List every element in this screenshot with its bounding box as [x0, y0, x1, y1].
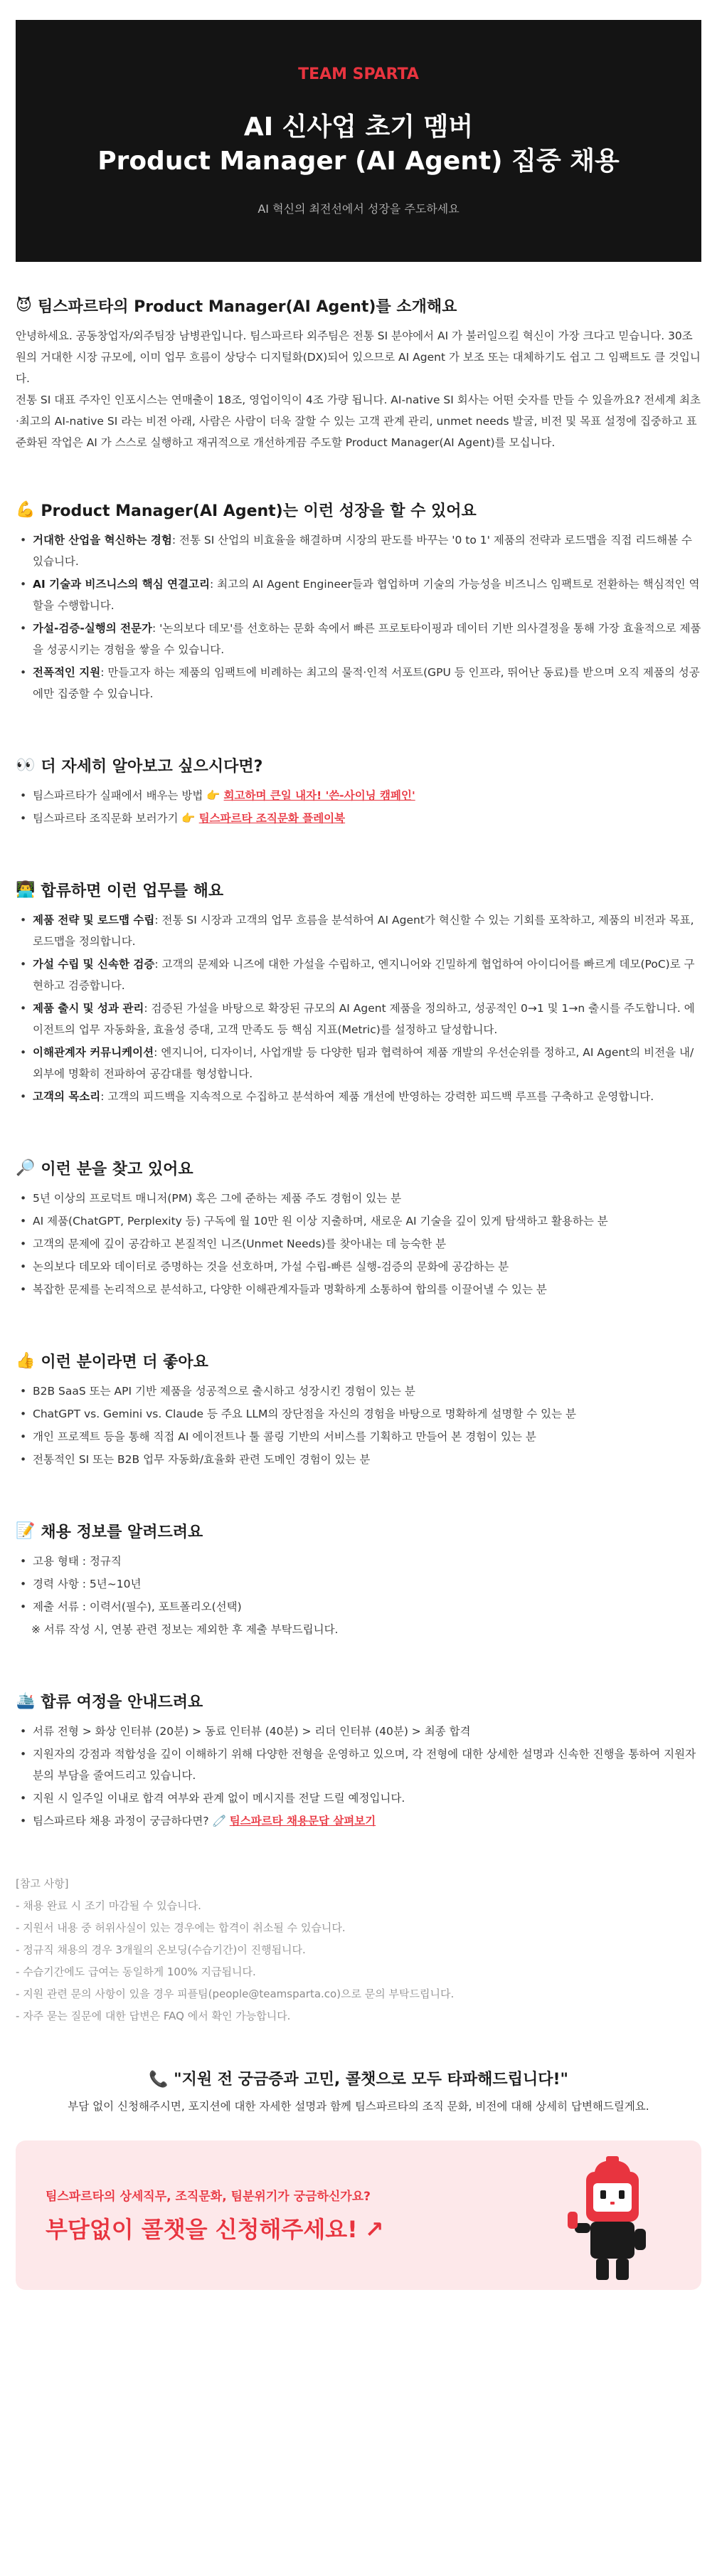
list-item: • 고객의 문제에 깊이 공감하고 본질적인 니즈(Unmet Needs)를 찾아내는 데 능숙한 분 — [16, 1233, 701, 1255]
callchat-banner[interactable] — [16, 2140, 701, 2290]
list-item: • 개인 프로젝트 등을 통해 직접 AI 에이전트나 툴 콜링 기반의 서비스를 기획하고 만들어 본 경험이 있는 분 — [16, 1426, 701, 1447]
phone-icon: 📞 — [149, 2071, 169, 2089]
list-item: • B2B SaaS 또는 API 기반 제품을 성공적으로 출시하고 성장시킨 경험이 있는 분 — [16, 1381, 701, 1402]
process-list — [16, 1721, 701, 1742]
growth-list — [16, 529, 701, 704]
note-item: - 지원 관련 문의 사항이 있을 경우 피플팀(people@teamsparta.co)으로 문의 부탁드립니다. — [16, 1988, 455, 2000]
looking-list — [16, 1188, 701, 1300]
note-item: - 정규직 채용의 경우 3개월의 온보딩(수습기간)이 진행됩니다. — [16, 1943, 306, 1956]
looking-section — [16, 1157, 701, 1300]
hero-title-line1: AI 신사업 초기 멤버 — [243, 112, 474, 142]
hero-banner — [16, 20, 701, 262]
note-item: - 수습기간에도 급여는 동일하게 100% 지급됩니다. — [16, 1965, 256, 1978]
preferred-list — [16, 1381, 701, 1470]
preferred-section — [16, 1350, 701, 1470]
info-section — [16, 1520, 701, 1640]
notes-section — [16, 1873, 701, 2027]
hero-title-line2: Product Manager (AI Agent) 집중 채용 — [97, 147, 620, 176]
culture-playbook-link[interactable]: 팀스파르타 조직문화 플레이북 — [198, 812, 346, 825]
banner-cta[interactable]: 부담없이 콜챗을 신청해주세요! ↗ — [46, 2216, 384, 2243]
cta-subtitle: 부담 없이 신청해주시면, 포지션에 대한 자세한 설명과 함께 팀스파르타의 조직 문화, 비전에 대해 상세히 답변해드릴게요. — [68, 2100, 649, 2113]
info-heading: 📝 채용 정보를 알려드려요 — [16, 1522, 203, 1541]
developer-icon: 👨‍💻 — [16, 881, 36, 899]
magnifier-icon: 🔎 — [16, 1159, 36, 1177]
intro-heading: 😈 팀스파르타의 Product Manager(AI Agent)를 소개해요 — [16, 297, 457, 316]
list-item: • AI 기술과 비즈니스의 핵심 연결고리: 최고의 AI Agent Engineer들과 협업하며 기술의 가능성을 비즈니스 임팩트로 전환하는 핵심적인 역할을 수행합니다. — [16, 574, 701, 616]
looking-heading: 🔎 이런 분을 찾고 있어요 — [16, 1159, 193, 1178]
more-section — [16, 754, 701, 829]
list-item: • AI 제품(ChatGPT, Perplexity 등) 구독에 월 10만 원 이상 지출하며, 새로운 AI 기술을 깊이 있게 탐색하고 활용하는 분 — [16, 1210, 701, 1232]
ship-icon: 🛳️ — [16, 1692, 36, 1710]
note-item: - 채용 완료 시 조기 마감될 수 있습니다. — [16, 1899, 201, 1912]
more-list — [16, 785, 701, 829]
list-item: • 제품 출시 및 성과 관리: 검증된 가설을 바탕으로 확장된 규모의 AI Agent 제품을 정의하고, 성공적인 0→1 및 1→n 출시를 주도합니다. 에이전트의 업무 자동화율, 효율성 증대, 고객 만족도 등 핵심 지표(Metric)를 설정하고 달성합니다. — [16, 998, 701, 1040]
thumbs-up-icon: 👍 — [16, 1352, 36, 1370]
process-flow: • 서류 전형 > 화상 인터뷰 (20분) > 동료 인터뷰 (40분) > 리더 인터뷰 (40분) > 최종 합격 — [16, 1721, 701, 1742]
list-item: • 제출 서류 : 이력서(필수), 포트폴리오(선택) — [16, 1596, 701, 1617]
list-item: • 5년 이상의 프로덕트 매니저(PM) 혹은 그에 준하는 제품 주도 경험이 있는 분 — [16, 1188, 701, 1209]
hero-subtitle: AI 혁신의 최전선에서 성장을 주도하세요 — [257, 202, 460, 216]
list-item: • 전통적인 SI 또는 B2B 업무 자동화/효율화 관련 도메인 경험이 있는 분 — [16, 1449, 701, 1470]
memo-icon: 📝 — [16, 1522, 36, 1540]
intro-paragraph-1: 안녕하세요. 공동창업자/외주팀장 남병관입니다. 팀스파르타 외주팀은 전통 SI 분야에서 AI 가 불러일으킬 혁신이 가장 크다고 믿습니다. 30조 원의 거대한 시장 규모에, 이미 업무 흐름이 상당수 디지털화(DX)되어 있으므로 AI Agent 가 보조 또는 대체하기도 쉽고 그 임팩트도 클 것입니다. — [16, 329, 701, 385]
list-item: • 가설 수립 및 신속한 검증: 고객의 문제와 니즈에 대한 가설을 수립하고, 엔지니어와 긴밀하게 협업하여 아이디어를 빠르게 데모(PoC)로 구현하고 검증합니다. — [16, 954, 701, 996]
info-note: ※ 서류 작성 시, 연봉 관련 정보는 제외한 후 제출 부탁드립니다. — [31, 1623, 339, 1636]
intro-section — [16, 295, 701, 453]
info-list — [16, 1551, 701, 1617]
duties-section — [16, 879, 701, 1107]
spartan-mascot-icon — [559, 2155, 666, 2290]
growth-heading: 💪 Product Manager(AI Agent)는 이런 성장을 할 수 있어요 — [16, 501, 477, 520]
flexed-arm-icon: 💪 — [16, 501, 36, 519]
list-item: • 전폭적인 지원: 만들고자 하는 제품의 임팩트에 비례하는 최고의 물적·인적 서포트(GPU 등 인프라, 뛰어난 동료)를 받으며 오직 제품의 성공에만 집중할 수 있습니다. — [16, 662, 701, 704]
process-heading: 🛳️ 합류 여정을 안내드려요 — [16, 1692, 203, 1711]
list-item: • 이해관계자 커뮤니케이션: 엔지니어, 디자이너, 사업개발 등 다양한 팀과 협력하여 제품 개발의 우선순위를 정하고, AI Agent의 비전을 내/외부에 명확히 전파하여 공감대를 형성합니다. — [16, 1042, 701, 1084]
intro-paragraph-2: 전통 SI 대표 주자인 인포시스는 연매출이 18조, 영업이익이 4조 가량 됩니다. AI-native SI 회사는 어떤 숫자를 만들 수 있을까요? 전세계 최초·최고의 AI-native SI 라는 비전 아래, 사람은 사람이 더욱 잘할 수 있는 고객 관계 관리, unmet needs 발굴, 비전 및 목표 설정에 집중하고 표준화된 작업은 AI 가 스스로 실행하고 재귀적으로 개선하게끔 주도할 Product Manager(AI Agent)를 모십니다. — [16, 394, 701, 449]
list-item: • 지원자의 강점과 적합성을 깊이 이해하기 위해 다양한 전형을 운영하고 있으며, 각 전형에 대한 상세한 설명과 신속한 진행을 통하여 지원자분의 부담을 줄여드리고 있습니다. — [16, 1743, 701, 1786]
arrow-up-right-icon: ↗ — [364, 2216, 384, 2243]
list-item: • 복잡한 문제를 논리적으로 분석하고, 다양한 이해관계자들과 명확하게 소통하여 합의를 이끌어낼 수 있는 분 — [16, 1279, 701, 1300]
cta-title: 📞 "지원 전 궁금증과 고민, 콜챗으로 모두 타파해드립니다!" — [149, 2071, 568, 2089]
list-item: • 거대한 산업을 혁신하는 경험: 전통 SI 산업의 비효율을 해결하며 시장의 판도를 바꾸는 '0 to 1' 제품의 전략과 로드맵을 직접 리드해볼 수 있습니다. — [16, 529, 701, 572]
brand-logo: TEAM SPARTA — [298, 65, 419, 83]
process-sublist — [16, 1743, 701, 1809]
process-section — [16, 1690, 701, 1832]
devil-icon: 😈 — [16, 297, 32, 315]
eyes-icon: 👀 — [16, 756, 36, 774]
list-item: • 팀스파르타 채용 과정이 궁금하다면? 🧷 팀스파르타 채용문답 살펴보기 — [16, 1810, 701, 1832]
list-item: • 가설-검증-실행의 전문가: '논의보다 데모'를 선호하는 문화 속에서 빠른 프로토타이핑과 데이터 기반 의사결정을 통해 가장 효율적으로 제품을 성공시키는 경험을 쌓을 수 있습니다. — [16, 618, 701, 660]
notes-title: [참고 사항] — [16, 1877, 69, 1890]
hiring-faq-link[interactable]: 팀스파르타 채용문답 살펴보기 — [229, 1815, 376, 1827]
note-item: - 자주 묻는 질문에 대한 답변은 FAQ 에서 확인 가능합니다. — [16, 2010, 291, 2022]
growth-section — [16, 499, 701, 704]
note-item: - 지원서 내용 중 허위사실이 있는 경우에는 합격이 취소될 수 있습니다. — [16, 1921, 346, 1934]
list-item: • 팀스파르타 조직문화 보러가기 👉 팀스파르타 조직문화 플레이북 — [16, 808, 701, 829]
preferred-heading: 👍 이런 분이라면 더 좋아요 — [16, 1352, 208, 1371]
list-item: • 팀스파르타가 실패에서 배우는 방법 👉 회고하며 큰일 내자! '쓴-사이닝 캠페인' — [16, 785, 701, 806]
more-heading: 👀 더 자세히 알아보고 싶으시다면? — [16, 756, 263, 776]
list-item: • 제품 전략 및 로드맵 수립: 전통 SI 시장과 고객의 업무 흐름을 분석하여 AI Agent가 혁신할 수 있는 기회를 포착하고, 제품의 비전과 목표, 로드맵을 정의합니다. — [16, 909, 701, 952]
list-item: • 지원 시 일주일 이내로 합격 여부와 관계 없이 메시지를 전달 드릴 예정입니다. — [16, 1788, 701, 1809]
list-item: • 논의보다 데모와 데이터로 증명하는 것을 선호하며, 가설 수립-빠른 실행-검증의 문화에 공감하는 분 — [16, 1256, 701, 1277]
faq-list — [16, 1810, 701, 1832]
banner-question: 팀스파르타의 상세직무, 조직문화, 팀분위기가 궁금하신가요? — [46, 2190, 371, 2204]
retro-campaign-link[interactable]: 회고하며 큰일 내자! '쓴-사이닝 캠페인' — [223, 789, 415, 802]
list-item: • 고용 형태 : 정규직 — [16, 1551, 701, 1572]
duties-list — [16, 909, 701, 1107]
list-item: • 고객의 목소리: 고객의 피드백을 지속적으로 수집하고 분석하여 제품 개선에 반영하는 강력한 피드백 루프를 구축하고 운영합니다. — [16, 1086, 701, 1107]
list-item: • 경력 사항 : 5년~10년 — [16, 1573, 701, 1595]
list-item: • ChatGPT vs. Gemini vs. Claude 등 주요 LLM의 장단점을 자신의 경험을 바탕으로 명확하게 설명할 수 있는 분 — [16, 1403, 701, 1425]
duties-heading: 👨‍💻 합류하면 이런 업무를 해요 — [16, 881, 224, 900]
